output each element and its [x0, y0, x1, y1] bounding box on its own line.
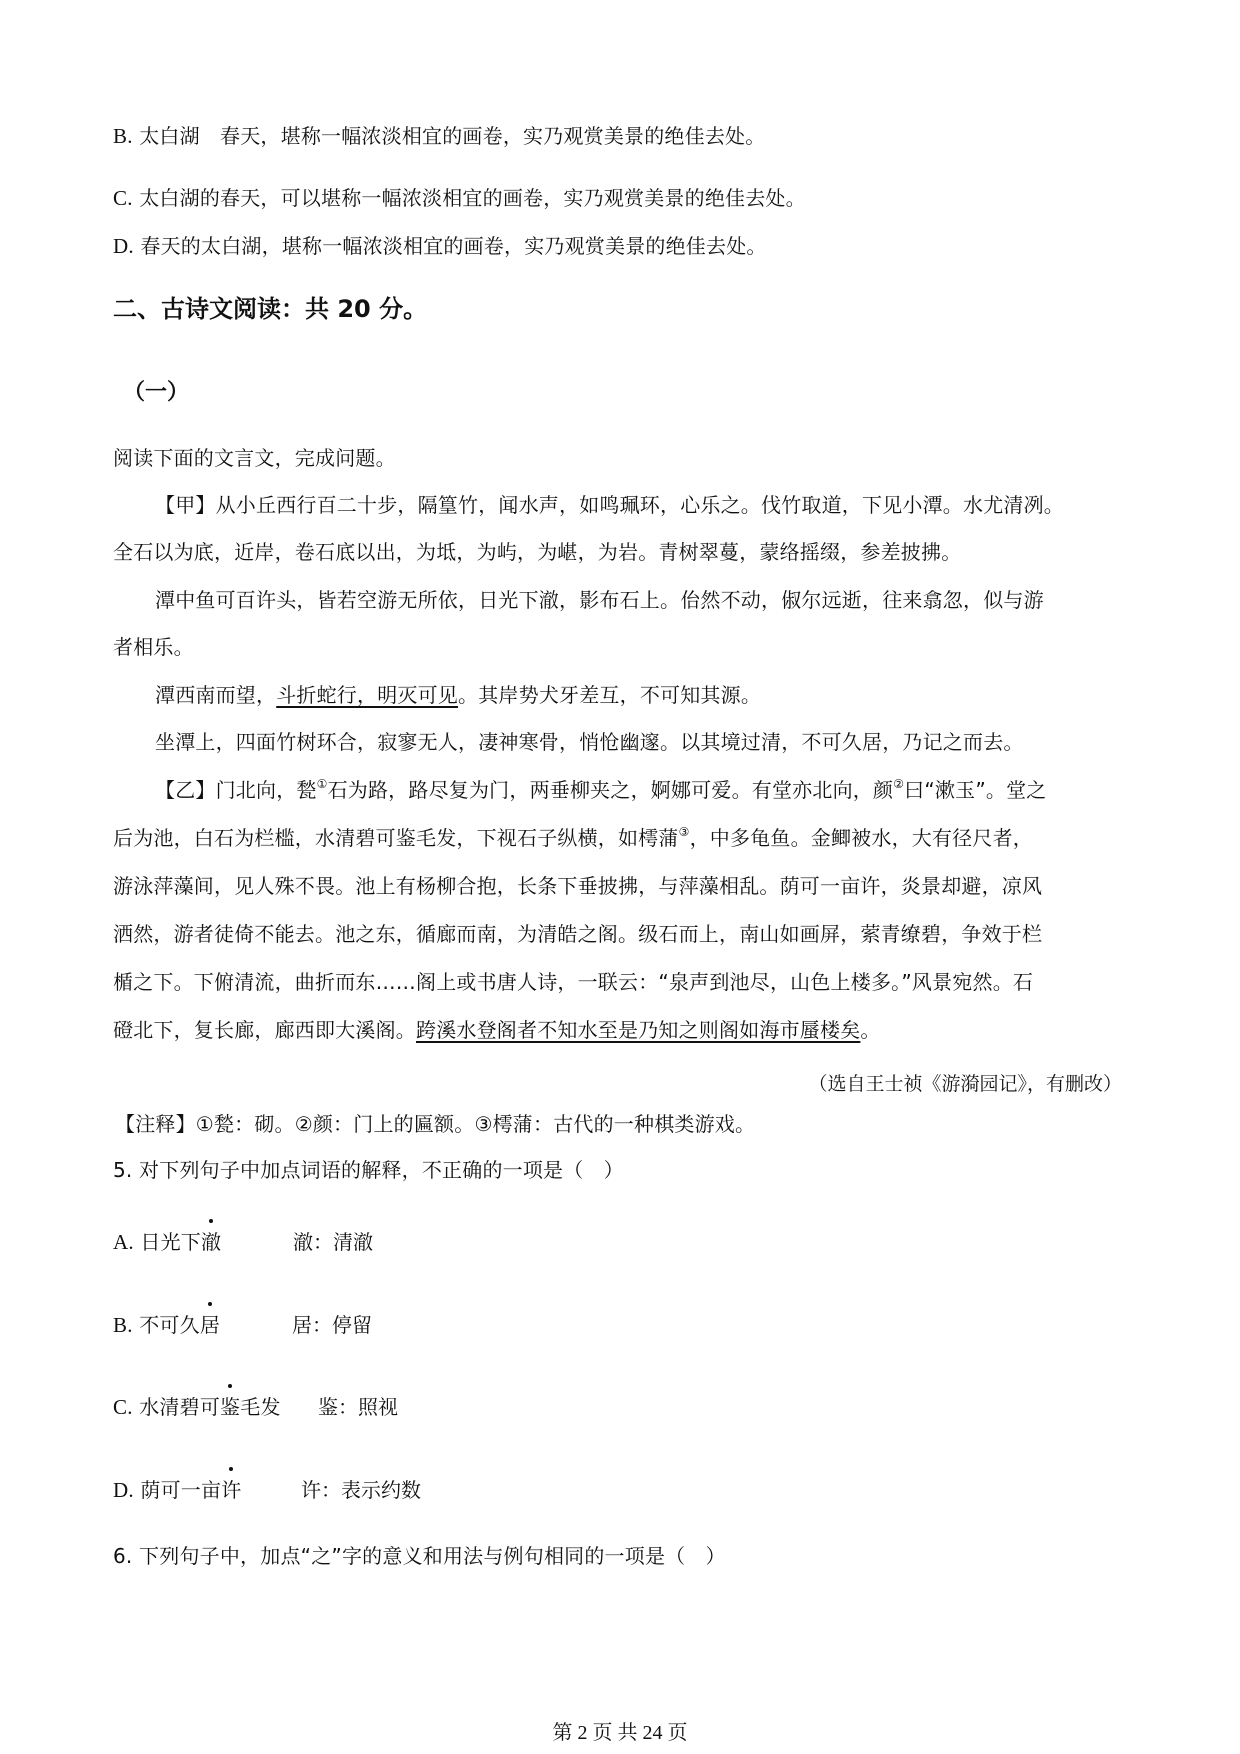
- passage-intro: 阅读下面的文言文，完成问题。: [113, 446, 396, 470]
- q5-option-b-definition: 居：停留: [292, 1313, 372, 1337]
- q5-option-c-definition: 鉴：照视: [318, 1395, 398, 1419]
- text: ，中多龟鱼。金鲫被水，大有径尺者，: [689, 826, 1033, 850]
- dotted-word: 居: [199, 1313, 221, 1337]
- footnote-marker-3: ③: [678, 825, 690, 839]
- yi-line-1: [155, 776, 1046, 804]
- q5-option-d: [113, 1476, 241, 1504]
- jia-line-3: 潭中鱼可百许头，皆若空游无所依，日光下澈，影布石上。佁然不动，俶尔远逝，往来翕忽，似与游: [155, 588, 1044, 612]
- section-title: 二、古诗文阅读：共 20 分。: [113, 295, 428, 323]
- jia-line-6: 坐潭上，四面竹树环合，寂寥无人，凄神寒骨，悄怆幽邃。以其境过清，不可久居，乃记之而去。: [155, 730, 1024, 754]
- option-label: C.: [113, 1395, 133, 1419]
- option-label: B.: [113, 1313, 133, 1337]
- option-label: B.: [113, 124, 133, 148]
- option-b: [113, 122, 765, 150]
- yi-line-3: 游泳萍藻间，见人殊不畏。池上有杨柳合抱，长条下垂披拂，与萍藻相乱。荫可一亩许，炎景却避，凉风: [113, 874, 1043, 898]
- option-label: D.: [113, 1478, 134, 1502]
- text: 不可久: [139, 1313, 200, 1337]
- q5-option-d-definition: 许：表示约数: [301, 1478, 421, 1502]
- q5-option-a-definition: 澈：清澈: [293, 1230, 373, 1254]
- text: 荫可一亩: [140, 1478, 222, 1502]
- jia-line-1: 【甲】从小丘西行百二十步，隔篁竹，闻水声，如鸣珮环，心乐之。伐竹取道，下见小潭。水尤清冽。: [155, 493, 1064, 517]
- option-text: 春天的太白湖，堪称一幅浓淡相宜的画卷，实乃观赏美景的绝佳去处。: [140, 234, 767, 258]
- jia-line-4: 者相乐。: [113, 635, 194, 659]
- footnote-marker-2: ②: [893, 777, 905, 791]
- dotted-word: 鉴: [220, 1395, 241, 1419]
- subsection-title: （一）: [123, 380, 190, 405]
- q6-stem: 6. 下列句子中，加点“之”字的意义和用法与例句相同的一项是（ ）: [113, 1544, 726, 1568]
- text: 。其岸势犬牙差互，不可知其源。: [458, 683, 762, 707]
- yi-line-6: [113, 1016, 881, 1044]
- text: 后为池，白石为栏槛，水清碧可鉴毛发，下视石子纵横，如樗蒲: [113, 826, 679, 850]
- yi-line-4: 洒然，游者徒倚不能去。池之东，循廊而南，为清皓之阁。级石而上，南山如画屏，萦青缭碧，争效于栏: [113, 922, 1043, 946]
- text: 【乙】门北向，甃: [155, 778, 317, 802]
- option-label: C.: [113, 186, 133, 210]
- option-text: 太白湖 春天，堪称一幅浓淡相宜的画卷，实乃观赏美景的绝佳去处。: [139, 124, 766, 148]
- text: 潭西南而望，: [155, 683, 277, 707]
- underlined-sentence: 跨溪水登阁者不知水至是乃知之则阁如海市蜃楼矣: [416, 1018, 861, 1042]
- footnote-marker-1: ①: [316, 777, 328, 791]
- underlined-sentence: 斗折蛇行，明灭可见: [276, 683, 459, 707]
- q5-stem: 5. 对下列句子中加点词语的解释，不正确的一项是（ ）: [113, 1158, 624, 1182]
- q5-option-a: [113, 1228, 221, 1256]
- jia-line-2: 全石以为底，近岸，卷石底以出，为坻，为屿，为嵁，为岩。青树翠蔓，蒙络摇缀，参差披拂。: [113, 540, 962, 564]
- q5-option-c: [113, 1393, 281, 1421]
- jia-line-5: [155, 681, 761, 709]
- dotted-word: 澈: [201, 1230, 222, 1254]
- text: 曰“漱玉”。堂之: [904, 778, 1047, 802]
- option-label: D.: [113, 234, 134, 258]
- yi-line-5: 楯之下。下俯清流，曲折而东……阁上或书唐人诗，一联云：“泉声到池尽，山色上楼多。”风景宛然。石: [113, 970, 1034, 994]
- option-label: A.: [113, 1230, 134, 1254]
- text: 水清碧可: [139, 1395, 221, 1419]
- option-text: 太白湖的春天，可以堪称一幅浓淡相宜的画卷，实乃观赏美景的绝佳去处。: [139, 186, 806, 210]
- yi-line-2: [113, 824, 1033, 852]
- dotted-word: 许: [221, 1478, 242, 1502]
- text: 毛发: [240, 1395, 281, 1419]
- passage-source: （选自王士祯《游漪园记》，有删改）: [808, 1073, 1122, 1095]
- option-c: [113, 184, 806, 212]
- footnotes: 【注释】①甃：砌。②颜：门上的匾额。③樗蒲：古代的一种棋类游戏。: [115, 1112, 756, 1136]
- text: 日光下: [140, 1230, 201, 1254]
- q5-option-b: [113, 1311, 220, 1339]
- text: 石为路，路尽复为门，两垂柳夹之，婀娜可爱。有堂亦北向，颜: [327, 778, 894, 802]
- page-number: 第 2 页 共 24 页: [552, 1722, 688, 1744]
- text: 。: [860, 1018, 881, 1042]
- text: 磴北下，复长廊，廊西即大溪阁。: [113, 1018, 416, 1042]
- option-d: [113, 232, 767, 260]
